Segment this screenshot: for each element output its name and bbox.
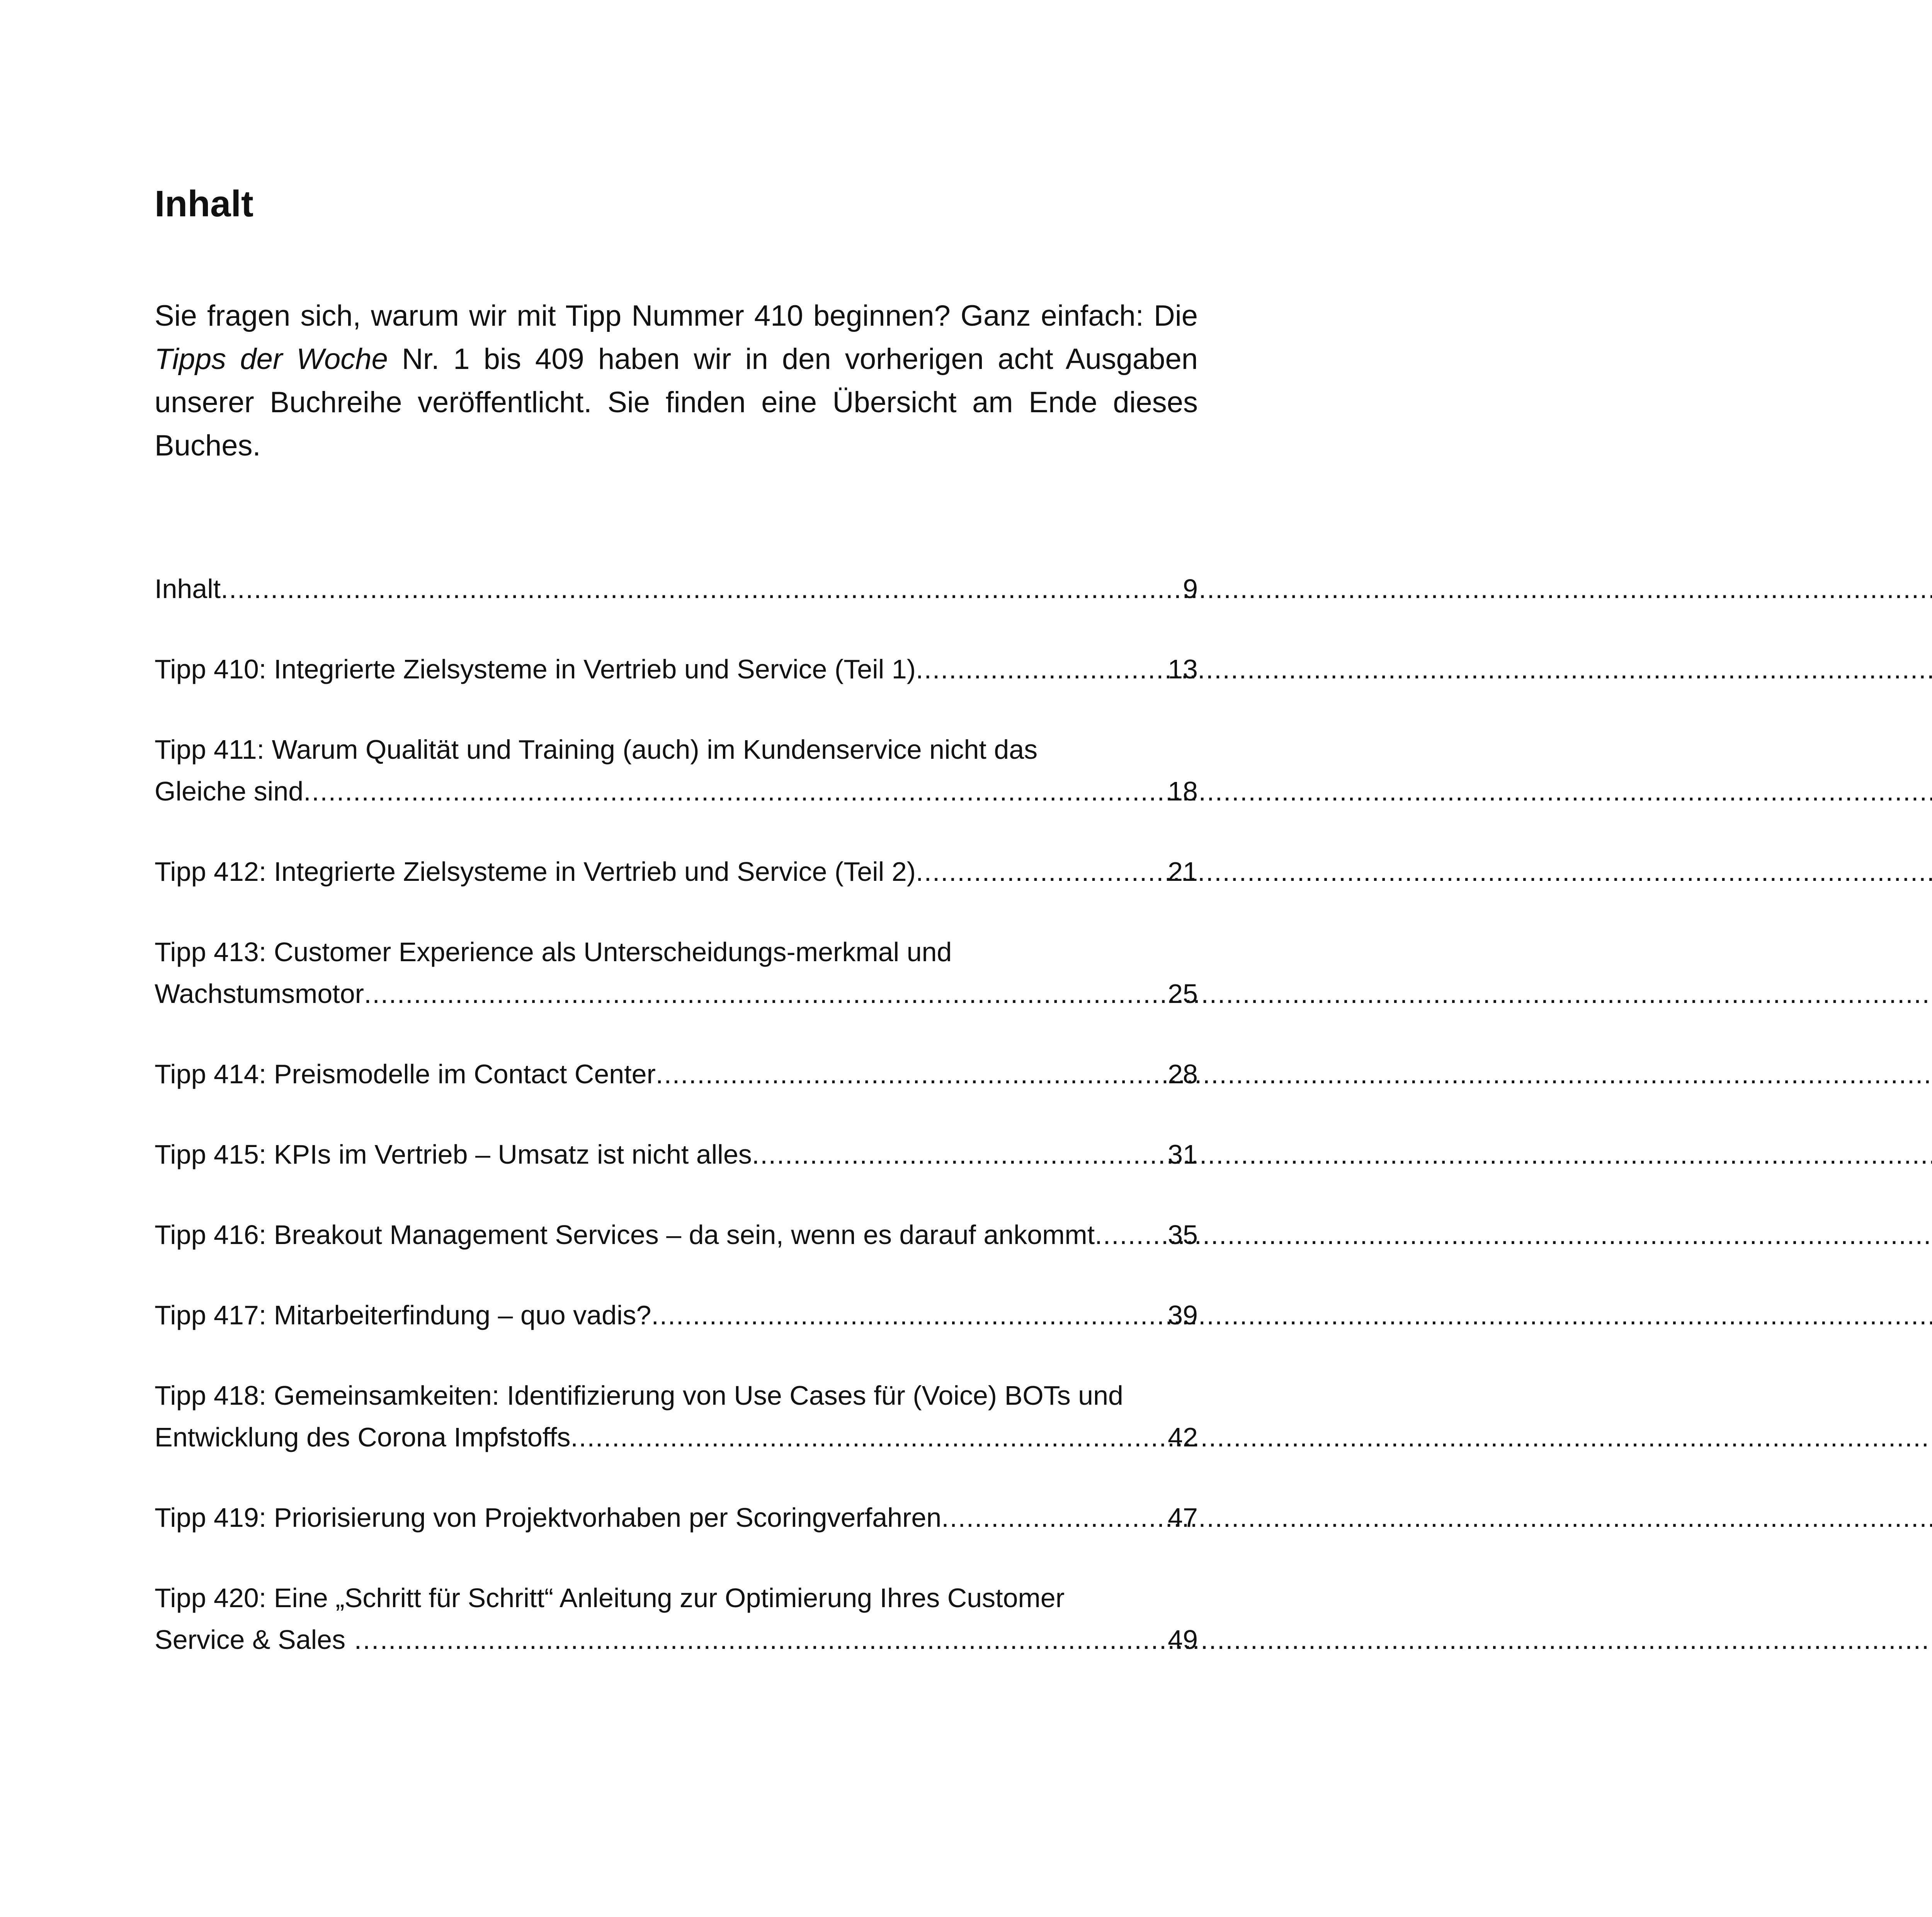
toc-leader-dots xyxy=(916,851,1161,892)
toc-line xyxy=(155,1619,1198,1660)
toc-leader-dots xyxy=(303,770,1161,812)
toc-entry-title: Tipp 414: Preismodelle im Contact Center xyxy=(155,1059,656,1089)
toc-entry-title-line-1: Tipp 420: Eine „Schritt für Schritt“ Anleitung zur Optimierung Ihres Customer xyxy=(155,1583,1065,1613)
toc-entry-tipp-415[interactable] xyxy=(155,1134,1198,1175)
toc-entry-title-line-1: Tipp 411: Warum Qualität und Training (auch) im Kundenservice nicht das xyxy=(155,734,1038,765)
toc-entry-tipp-414[interactable] xyxy=(155,1053,1198,1095)
toc-entry-title-line-2: Gleiche sind xyxy=(155,776,304,806)
toc-entry-title: Tipp 419: Priorisierung von Projektvorhaben per Scoringverfahren xyxy=(155,1502,942,1533)
toc-line xyxy=(155,1497,1198,1538)
toc-line xyxy=(155,1053,1198,1095)
toc-page-number: 49 xyxy=(1168,1625,1198,1655)
toc-entry-title: Tipp 410: Integrierte Zielsysteme in Vertrieb und Service (Teil 1) xyxy=(155,654,916,684)
toc-entry-tipp-420[interactable] xyxy=(155,1577,1198,1660)
toc-entry-title: Tipp 416: Breakout Management Services – da sein, wenn es darauf ankommt xyxy=(155,1220,1095,1250)
toc-entry-tipp-417[interactable] xyxy=(155,1294,1198,1336)
page-title: Inhalt xyxy=(155,183,253,224)
toc-leader-dots xyxy=(651,1294,1161,1336)
toc-leader-dots xyxy=(1095,1214,1161,1256)
toc-line xyxy=(155,648,1198,690)
toc-line xyxy=(155,1416,1198,1458)
toc-page-number: 39 xyxy=(1168,1300,1198,1330)
toc-page-number: 35 xyxy=(1168,1220,1198,1250)
toc-leader-dots xyxy=(364,973,1161,1015)
toc-entry-tipp-419[interactable] xyxy=(155,1497,1198,1538)
toc-leader-dots xyxy=(752,1134,1161,1175)
toc-entry-title: Tipp 415: KPIs im Vertrieb – Umsatz ist nicht alles xyxy=(155,1139,752,1169)
intro-text-part-1: Sie fragen sich, warum wir mit Tipp Nummer 410 beginnen? Ganz einfach: Die xyxy=(155,299,1198,332)
toc-entry-tipp-410[interactable] xyxy=(155,648,1198,690)
toc-page-number: 18 xyxy=(1168,776,1198,806)
toc-entry-title: Inhalt xyxy=(155,574,221,604)
toc-line xyxy=(155,973,1198,1015)
toc-entry-title-line-2: Wachstumsmotor xyxy=(155,979,364,1009)
toc-entry-title-line-1: Tipp 413: Customer Experience als Unterscheidungs-merkmal und xyxy=(155,937,952,967)
toc-page-number: 47 xyxy=(1168,1502,1198,1533)
toc-entry-inhalt[interactable] xyxy=(155,568,1198,610)
toc-leader-dots xyxy=(916,648,1161,690)
toc-entry-title-line-2: Entwicklung des Corona Impfstoffs xyxy=(155,1422,571,1452)
toc-leader-dots xyxy=(221,568,1164,610)
toc-page-number: 21 xyxy=(1168,857,1198,887)
toc-leader-dots xyxy=(941,1497,1161,1538)
toc-page-number: 42 xyxy=(1168,1422,1198,1452)
toc-entry-tipp-412[interactable] xyxy=(155,851,1198,892)
toc-page-number: 13 xyxy=(1168,654,1198,684)
toc-entry-title-line-1: Tipp 418: Gemeinsamkeiten: Identifizierung von Use Cases für (Voice) BOTs und xyxy=(155,1380,1123,1411)
intro-emphasis: Tipps der Woche xyxy=(155,343,388,376)
toc-leader-dots xyxy=(570,1416,1161,1458)
toc-page-number: 28 xyxy=(1168,1059,1198,1089)
table-of-contents xyxy=(155,568,1198,1699)
toc-line xyxy=(155,568,1198,610)
toc-leader-dots xyxy=(380,1619,1161,1660)
toc-page-number: 9 xyxy=(1183,574,1198,604)
toc-leader-dots xyxy=(656,1053,1161,1095)
toc-line xyxy=(155,1294,1198,1336)
document-page xyxy=(155,0,1198,1917)
toc-entry-tipp-411[interactable] xyxy=(155,729,1198,812)
toc-line xyxy=(155,770,1198,812)
toc-line xyxy=(155,1214,1198,1256)
toc-entry-tipp-413[interactable] xyxy=(155,931,1198,1015)
toc-entry-tipp-418[interactable] xyxy=(155,1375,1198,1458)
toc-line xyxy=(155,1134,1198,1175)
toc-entry-title: Tipp 412: Integrierte Zielsysteme in Vertrieb und Service (Teil 2) xyxy=(155,857,916,887)
toc-entry-title-line-2: Service & Sales … xyxy=(155,1625,380,1655)
toc-page-number: 31 xyxy=(1168,1139,1198,1169)
intro-paragraph xyxy=(155,294,1198,467)
toc-line xyxy=(155,851,1198,892)
intro-text-part-2: Nr. 1 bis 409 haben wir in den vorherigen acht Ausgaben unserer Buchreihe veröffentlicht. Sie finden eine Übersicht am Ende dieses Buches. xyxy=(155,343,1198,462)
toc-page-number: 25 xyxy=(1168,979,1198,1009)
toc-entry-title: Tipp 417: Mitarbeiterfindung – quo vadis? xyxy=(155,1300,651,1330)
toc-entry-tipp-416[interactable] xyxy=(155,1214,1198,1256)
